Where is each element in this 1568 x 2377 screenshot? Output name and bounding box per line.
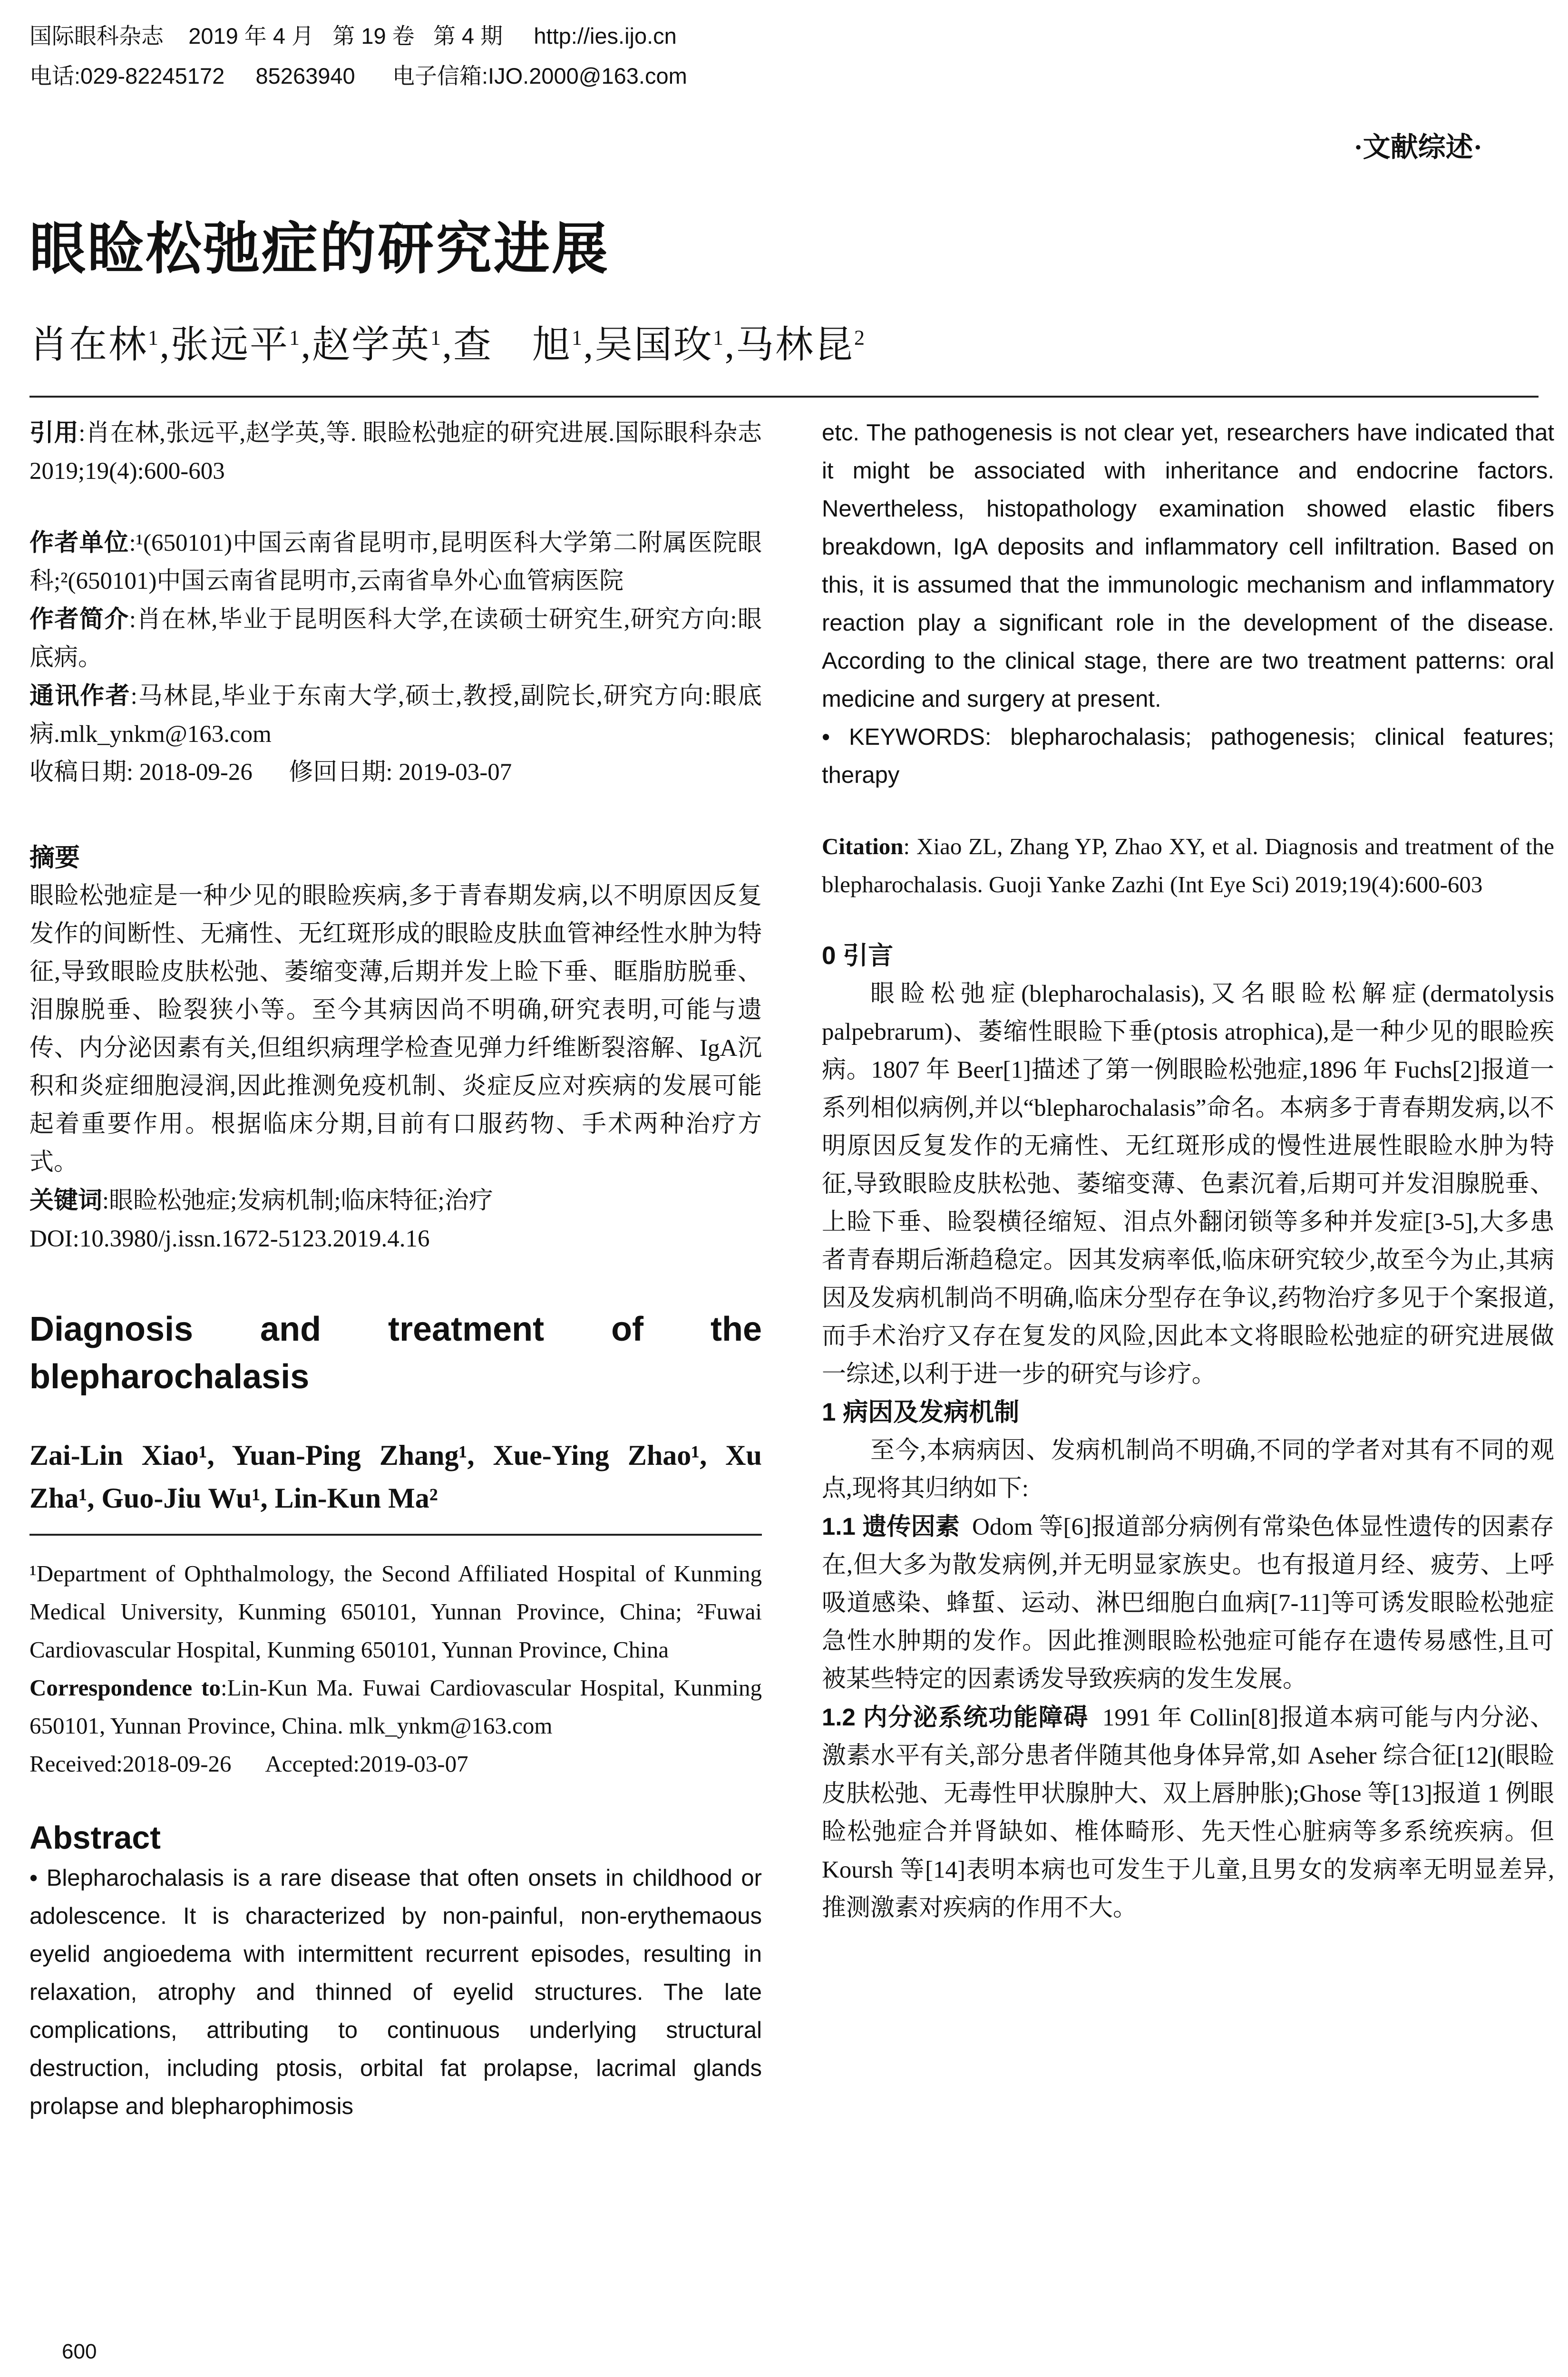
- author-aff: 2: [854, 326, 866, 350]
- citation-cn-label: 引用: [29, 419, 79, 446]
- received-dates: 收稿日期: 2018-09-26 修回日期: 2019-03-07: [29, 759, 512, 786]
- english-citation-text: : Xiao ZL, Zhang YP, Zhao XY, et al. Diagnosis and treatment of the blepharochalasis. Guoji Yanke Zazhi (Int Eye Sci) 2019;19(4):600-603: [822, 833, 1554, 897]
- english-title: Diagnosis and treatment of the blepharochalasis: [29, 1310, 762, 1396]
- section-1-1-text: Odom 等[6]报道部分病例有常染色体显性遗传的因素存在,但大多为散发病例,并无明显家族史。也有报道月经、疲劳、上呼吸道感染、蜂蜇、运动、淋巴细胞白血病[7-11]等可诱发眼睑松弛症急性水肿期的发作。因此推测眼睑松弛症可能存在遗传易感性,且可被某些特定的因素诱发导致疾病的发生发展。: [822, 1514, 1554, 1693]
- english-keywords: • KEYWORDS: blepharochalasis; pathogenesis; clinical features; therapy: [822, 724, 1554, 788]
- section-1-2-text: 1991 年 Collin[8]报道本病可能与内分泌、激素水平有关,部分患者伴随其他身体异常,如 Aseher 综合征[12](眼睑皮肤松弛、无毒性甲状腺肿大、双上唇肿胀);Ghose 等[13]报道 1 例眼睑松弛症合并肾缺如、椎体畸形、先天性心脏病等多系统疾病。但 Koursh 等[14]表明本病也可发生于儿童,且男女的发病率无明显差异,推测激素对疾病的作用不大。: [822, 1705, 1555, 1921]
- page-number: 600: [62, 2340, 97, 2363]
- abstract-cn-heading: 摘要: [29, 844, 80, 872]
- author-bio-text: :肖在林,毕业于昆明医科大学,在读硕士研究生,研究方向:眼底病。: [29, 606, 762, 671]
- keywords-cn-label: 关键词: [29, 1187, 103, 1214]
- english-correspondence-label: Correspondence to: [29, 1675, 221, 1701]
- english-affiliation: ¹Department of Ophthalmology, the Second Affiliated Hospital of Kunming Medical University, Kunming 650101, Yunnan Province, China; ²Fuwai Cardiovascular Hospital, Kunming 650101, Yunnan Province, China: [29, 1560, 762, 1663]
- author-aff: 1: [289, 326, 301, 350]
- citation-cn: [29, 414, 762, 490]
- keywords-cn: [29, 1181, 762, 1220]
- author-unit-label: 作者单位: [29, 529, 129, 556]
- english-authors: Zai-Lin Xiao¹, Yuan-Ping Zhang¹, Xue-Ying Zhao¹, Xu Zha¹, Guo-Jiu Wu¹, Lin-Kun Ma²: [29, 1440, 762, 1514]
- section-0-text: 眼睑松弛症(blepharochalasis),又名眼睑松解症(dermatolysis palpebrarum)、萎缩性眼睑下垂(ptosis atrophica),是一种少见的眼睑疾病。1807 年 Beer[1]描述了第一例眼睑松弛症,1896 年 Fuchs[2]报道一系列相似病例,并以“blepharochalasis”命名。本病多于青春期发病,以不明原因反复发作的无痛性、无红斑形成的慢性进展性眼睑水肿为特征,导致眼睑皮肤松弛、萎缩变薄、色素沉着,后期可并发泪腺脱垂、上睑下垂、睑裂横径缩短、泪点外翻闭锁等多种并发症[3-5],大多患者青春期后渐趋稳定。因其发病率低,临床研究较少,故至今为止,其病因及发病机制尚不明确,临床分型存在争议,药物治疗多见于个案报道,而手术治疗又存在复发的风险,因此本文将眼睑松弛症的研究进展做一综述,以利于进一步的研究与诊疗。: [822, 981, 1554, 1388]
- author-bio: [29, 600, 762, 677]
- author-bio-label: 作者简介: [29, 605, 129, 633]
- abstract-cn-text: 眼睑松弛症是一种少见的眼睑疾病,多于青春期发病,以不明原因反复发作的间断性、无痛性、无红斑形成的眼睑皮肤血管神经性水肿为特征,导致眼睑皮肤松弛、萎缩变薄,后期并发上睑下垂、眶脂肪脱垂、泪腺脱垂、睑裂狭小等。至今其病因尚不明确,研究表明,可能与遗传、内分泌因素有关,但组织病理学检查见弹力纤维断裂溶解、IgA沉积和炎症细胞浸润,因此推测免疫机制、炎症反应对疾病的发展可能起着重要作用。根据临床分期,目前有口服药物、手术两种治疗方式。: [29, 883, 762, 1176]
- author-name: 赵学英: [312, 324, 430, 366]
- corresponding-author-text: :马林昆,毕业于东南大学,硕士,教授,副院长,研究方向:眼底病.mlk_ynkm@163.com: [29, 683, 762, 748]
- left-column: [29, 414, 762, 2125]
- journal-header-line-1: 国际眼科杂志 2019 年 4 月 第 19 卷 第 4 期 http://ies.ijo.cn: [29, 23, 677, 49]
- author-aff: 1: [713, 326, 725, 350]
- corresponding-author: [29, 677, 762, 753]
- english-correspondence-text: :Lin-Kun Ma. Fuwai Cardiovascular Hospital, Kunming 650101, Yunnan Province, China. mlk_ynkm@163.com: [29, 1675, 762, 1739]
- corresponding-author-label: 通讯作者: [29, 682, 131, 709]
- english-abstract-text: • Blepharochalasis is a rare disease that often onsets in childhood or adolescence. It is characterized by non-painful, non-erythemaous eyelid angioedema with intermittent recurrent episodes, resulting in relaxation, atrophy and thinned of eyelid structures. The late complications, attributing to continuous underlying structural destruction, including ptosis, orbital fat prolapse, lacrimal glands prolapse and blepharophimosis: [29, 1865, 762, 2119]
- title-divider: [29, 396, 1539, 398]
- citation-cn-text: :肖在林,张远平,赵学英,等. 眼睑松弛症的研究进展.国际眼科杂志 2019;19(4):600-603: [29, 420, 762, 485]
- english-dates: Received:2018-09-26 Accepted:2019-03-07: [29, 1751, 468, 1777]
- english-citation-label: Citation: [822, 833, 904, 859]
- english-authors-divider: [29, 1534, 762, 1536]
- section-1-1-heading: 1.1 遗传因素: [822, 1513, 960, 1540]
- author-name: 吴国玫: [594, 324, 713, 366]
- english-abstract-continued: etc. The pathogenesis is not clear yet, researchers have indicated that it might be associated with inheritance and endocrine factors. Nevertheless, histopathology examination showed elastic fibers breakdown, IgA deposits and inflammatory cell infiltration. Based on this, it is assumed that the immunologic mechanism and inflammatory reaction play a significant role in the development of the disease. According to the clinical stage, there are two treatment patterns: oral medicine and surgery at present.: [822, 420, 1554, 712]
- section-tag: ·文献综述·: [1354, 132, 1482, 163]
- journal-header-line-2: 电话:029-82245172 85263940 电子信箱:IJO.2000@163.com: [29, 63, 687, 88]
- section-0-heading: 0 引言: [822, 942, 894, 970]
- author-aff: 1: [148, 326, 160, 350]
- author-aff: 1: [430, 326, 442, 350]
- right-column: [822, 414, 1554, 1927]
- author-name: 肖在林: [29, 324, 148, 366]
- section-1-heading: 1 病因及发病机制: [822, 1398, 1020, 1426]
- author-unit-text: :¹(650101)中国云南省昆明市,昆明医科大学第二附属医院眼科;²(650101)中国云南省昆明市,云南省阜外心血管病医院: [29, 530, 762, 594]
- section-1-2: [822, 1698, 1554, 1927]
- section-1-1: [822, 1508, 1554, 1698]
- author-unit: [29, 524, 762, 600]
- english-abstract-heading: Abstract: [29, 1820, 161, 1856]
- section-1-2-heading: 1.2 内分泌系统功能障碍: [822, 1704, 1089, 1731]
- english-citation: [822, 828, 1554, 904]
- author-aff: 1: [572, 326, 584, 350]
- english-correspondence: [29, 1669, 762, 1745]
- keywords-cn-text: :眼睑松弛症;发病机制;临床特征;治疗: [102, 1188, 493, 1214]
- author-name: 张远平: [171, 324, 289, 366]
- author-name: 查 旭: [453, 324, 572, 366]
- author-name: 马林昆: [736, 324, 854, 366]
- article-title: 眼睑松弛症的研究进展: [29, 218, 610, 281]
- doi: DOI:10.3980/j.issn.1672-5123.2019.4.16: [29, 1226, 430, 1252]
- author-list: 肖在林$^1$,张远平$^1$,赵学英$^1$,查 旭$^1$,吴国玫$^1$,马林昆$^2$: [29, 324, 866, 366]
- section-1-text: 至今,本病病因、发病机制尚不明确,不同的学者对其有不同的观点,现将其归纳如下:: [822, 1437, 1554, 1502]
